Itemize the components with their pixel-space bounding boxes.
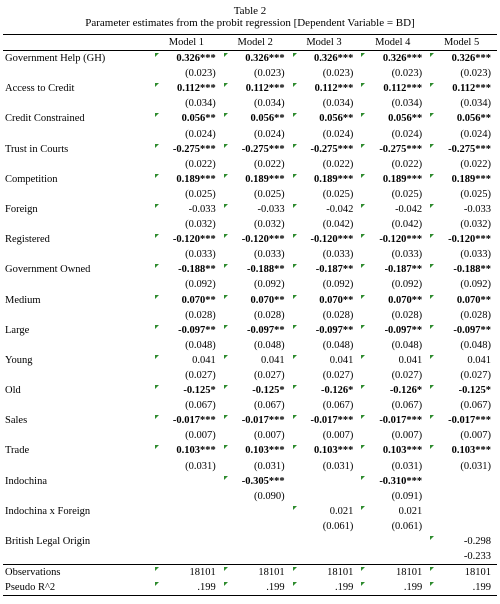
std-error-cell: (0.031) [253,460,285,472]
coefficient-cell: 0.041 [153,353,222,368]
std-error-cell: (0.023) [253,68,285,80]
row-spacer [3,277,153,292]
variable-label: Sales [5,415,28,427]
coefficient-cell: -0.275*** [222,142,291,157]
table-title: Table 2 [233,5,267,17]
coefficient-cell: -0.275*** [291,142,360,157]
row-spacer [3,519,153,534]
table-row-se [3,338,497,353]
table-row [3,111,497,126]
footer-value-cell: .199 [428,580,497,596]
table-row [3,534,497,549]
variable-label: Competition [5,173,58,185]
std-error-cell: (0.042) [322,219,354,231]
footer-value-cell: 18101 [291,565,360,581]
std-error-cell: (0.033) [253,249,285,261]
row-spacer [3,247,153,262]
variable-label: Trade [5,445,30,457]
coefficient-cell: -0.042 [359,202,428,217]
coefficient-cell: -0.017*** [291,413,360,428]
std-error-cell: (0.022) [253,158,285,170]
variable-label: British Legal Origin [5,536,91,548]
coefficient-cell: 0.103*** [153,443,222,458]
std-error-cell: (0.090) [253,490,285,502]
coefficient-cell: -0.017*** [428,413,497,428]
std-error-cell: (0.025) [185,188,216,200]
coefficient-cell: -0.033 [222,202,291,217]
std-error-cell: (0.092) [391,279,423,291]
row-spacer [3,428,153,443]
coefficient-cell: -0.310*** [359,474,428,489]
table-row [3,51,497,67]
variable-label: Access to Credit [5,83,75,95]
std-error-cell: (0.032) [460,219,491,231]
table-row-se [3,217,497,232]
footer-row [3,580,497,596]
coefficient-cell: 0.021 [291,504,360,519]
coefficient-cell: -0.120*** [428,232,497,247]
variable-label: Large [5,324,30,336]
table-row [3,323,497,338]
coefficient-cell [359,534,428,549]
std-error-cell: (0.031) [460,460,491,472]
coefficient-cell [291,534,360,549]
coefficient-cell: -0.042 [291,202,360,217]
std-error-cell: (0.048) [322,339,354,351]
coefficient-cell [291,474,360,489]
coefficient-cell: 0.103*** [291,443,360,458]
table-row [3,142,497,157]
variable-label: Medium [5,294,41,306]
table-row-se [3,519,497,534]
std-error-cell: (0.023) [391,68,423,80]
coefficient-cell: 0.112*** [428,81,497,96]
coefficient-cell: 0.041 [428,353,497,368]
coefficient-cell: -0.187** [291,262,360,277]
coefficient-cell: -0.120*** [153,232,222,247]
coefficient-cell: -0.188** [428,262,497,277]
std-error-cell: (0.023) [460,68,491,80]
coefficient-cell [428,504,497,519]
coefficient-cell: 0.021 [359,504,428,519]
coefficient-cell: 0.189*** [222,172,291,187]
std-error-cell [428,489,497,504]
coefficient-cell: 0.070** [428,293,497,308]
std-error-cell: (0.033) [391,249,423,261]
row-spacer [3,187,153,202]
table-row [3,262,497,277]
column-header: Model 3 [291,35,360,51]
std-error-cell: (0.028) [460,309,491,321]
std-error-cell: (0.067) [322,400,354,412]
std-error-cell: (0.024) [460,128,491,140]
std-error-cell: (0.067) [185,400,216,412]
coefficient-cell: 0.056** [153,111,222,126]
std-error-cell: (0.031) [391,460,423,472]
variable-label: Old [5,385,21,397]
row-spacer [3,489,153,504]
std-error-cell: (0.027) [253,370,285,382]
std-error-cell: (0.034) [322,98,354,110]
std-error-cell: (0.034) [460,98,491,110]
table-row-se [3,187,497,202]
std-error-cell: (0.027) [391,370,423,382]
table-row-se [3,428,497,443]
column-header: Model 5 [428,35,497,51]
row-spacer [3,157,153,172]
std-error-cell: (0.025) [253,188,285,200]
row-spacer [3,549,153,565]
coefficient-cell: 0.070** [222,293,291,308]
coefficient-cell: -0.298 [428,534,497,549]
coefficient-cell: 0.041 [222,353,291,368]
coefficient-cell: -0.097** [222,323,291,338]
coefficient-cell: 0.103*** [222,443,291,458]
std-error-cell: (0.061) [391,520,423,532]
table-row [3,504,497,519]
column-header [3,35,153,51]
std-error-cell [291,489,360,504]
coefficient-cell: 0.056** [291,111,360,126]
footer-row [3,565,497,581]
std-error-cell: (0.027) [460,370,491,382]
std-error-cell [153,519,222,534]
std-error-cell: (0.031) [322,460,354,472]
std-error-cell [428,519,497,534]
table-row [3,383,497,398]
table-row [3,202,497,217]
std-error-cell: (0.048) [460,339,491,351]
std-error-cell [153,489,222,504]
coefficient-cell [222,534,291,549]
row-spacer [3,96,153,111]
variable-label: Young [5,354,33,366]
variable-label: Indochina x Foreign [5,505,91,517]
std-error-cell: (0.067) [460,400,491,412]
std-error-cell: (0.032) [185,219,216,231]
coefficient-cell: -0.275*** [153,142,222,157]
std-error-cell: (0.048) [391,339,423,351]
table-row-se [3,157,497,172]
std-error-cell [291,549,360,565]
row-spacer [3,66,153,81]
coefficient-cell: 0.326*** [428,51,497,67]
footer-label: Pseudo R^2 [3,580,153,596]
std-error-cell: (0.028) [253,309,285,321]
std-error-cell: (0.092) [322,279,354,291]
variable-label: Registered [5,234,50,246]
std-error-cell: (0.028) [185,309,216,321]
coefficient-cell: 0.326*** [359,51,428,67]
std-error-cell: (0.024) [253,128,285,140]
coefficient-cell: -0.125* [428,383,497,398]
coefficient-cell: 0.070** [359,293,428,308]
std-error-cell: (0.025) [460,188,491,200]
coefficient-cell: 0.189*** [153,172,222,187]
coefficient-cell: -0.125* [222,383,291,398]
footer-value-cell: .199 [153,580,222,596]
std-error-cell: (0.023) [322,68,354,80]
std-error-cell: (0.033) [185,249,216,261]
std-error-cell: (0.027) [185,370,216,382]
std-error-cell: (0.028) [322,309,354,321]
coefficient-cell: -0.188** [153,262,222,277]
variable-label: Foreign [5,203,38,215]
std-error-cell: (0.092) [253,279,285,291]
table-row [3,293,497,308]
coefficient-cell [153,474,222,489]
std-error-cell: (0.031) [185,460,216,472]
coefficient-cell: -0.125* [153,383,222,398]
std-error-cell: (0.024) [391,128,423,140]
coefficient-cell [222,504,291,519]
coefficient-cell: 0.112*** [222,81,291,96]
row-spacer [3,398,153,413]
footer-value-cell: 18101 [428,565,497,581]
std-error-cell [222,549,291,565]
std-error-cell: (0.007) [460,430,491,442]
coefficient-cell: 0.326*** [222,51,291,67]
std-error-cell: (0.067) [253,400,285,412]
row-spacer [3,308,153,323]
coefficient-cell: 0.189*** [428,172,497,187]
std-error-cell: (0.022) [391,158,423,170]
coefficient-cell: -0.097** [153,323,222,338]
coefficient-cell: 0.112*** [291,81,360,96]
std-error-cell: (0.007) [322,430,354,442]
std-error-cell: (0.007) [185,430,216,442]
row-spacer [3,368,153,383]
std-error-cell: (0.028) [391,309,423,321]
std-error-cell: (0.067) [391,400,423,412]
std-error-cell: (0.027) [322,370,354,382]
footer-value-cell: 18101 [359,565,428,581]
table-row-se [3,398,497,413]
table-row [3,474,497,489]
std-error-cell: (0.023) [185,68,216,80]
coefficient-cell [153,534,222,549]
table-row-se [3,308,497,323]
table-row [3,172,497,187]
std-error-cell: (0.024) [185,128,216,140]
variable-label: Trust in Courts [5,143,69,155]
std-error-cell: (0.022) [460,158,491,170]
column-header: Model 1 [153,35,222,51]
table-row-se [3,247,497,262]
table-row-se [3,126,497,141]
table-row-se [3,66,497,81]
coefficient-cell: 0.112*** [359,81,428,96]
coefficient-cell: 0.041 [359,353,428,368]
table-row-se [3,549,497,565]
coefficient-cell [428,474,497,489]
std-error-cell: (0.061) [322,520,354,532]
table-row [3,353,497,368]
std-error-cell: (0.032) [253,219,285,231]
table-subtitle: Parameter estimates from the probit regression [Dependent Variable = BD] [85,17,415,29]
coefficient-cell: -0.187** [359,262,428,277]
variable-label: Indochina [5,475,47,487]
std-error-cell: (0.007) [391,430,423,442]
coefficient-cell: 0.070** [291,293,360,308]
std-error-cell: (0.048) [253,339,285,351]
footer-value-cell: .199 [222,580,291,596]
coefficient-cell: 0.103*** [428,443,497,458]
table-row [3,413,497,428]
coefficient-cell: 0.056** [359,111,428,126]
coefficient-cell: 0.112*** [153,81,222,96]
column-header: Model 4 [359,35,428,51]
coefficient-cell: 0.070** [153,293,222,308]
coefficient-cell: -0.017*** [222,413,291,428]
coefficient-cell: -0.188** [222,262,291,277]
variable-label: Credit Constrained [5,113,85,125]
std-error-cell: (0.025) [391,188,423,200]
coefficient-cell: -0.017*** [153,413,222,428]
coefficient-cell: 0.326*** [153,51,222,67]
row-spacer [3,459,153,474]
header-row [3,35,497,51]
footer-value-cell: 18101 [153,565,222,581]
footer-value-cell: .199 [291,580,360,596]
coefficient-cell: 0.056** [222,111,291,126]
variable-label: Government Owned [5,264,91,276]
coefficient-cell: -0.126* [359,383,428,398]
coefficient-cell: 0.056** [428,111,497,126]
std-error-cell [359,549,428,565]
coefficient-cell: -0.097** [428,323,497,338]
table-row-se [3,277,497,292]
row-spacer [3,338,153,353]
table-row-se [3,459,497,474]
std-error-cell: (0.025) [322,188,354,200]
coefficient-cell: -0.017*** [359,413,428,428]
coefficient-cell: 0.189*** [359,172,428,187]
row-spacer [3,217,153,232]
footer-value-cell: 18101 [222,565,291,581]
coefficient-cell: -0.275*** [359,142,428,157]
std-error-cell [222,519,291,534]
variable-label: Government Help (GH) [5,53,106,65]
std-error-cell: (0.092) [185,279,216,291]
std-error-cell: (0.091) [391,490,423,502]
coefficient-cell: -0.120*** [222,232,291,247]
table-row-se [3,368,497,383]
std-error-cell: (0.024) [322,128,354,140]
table-row-se [3,96,497,111]
std-error-cell: (0.033) [322,249,354,261]
table-body [3,51,497,596]
coefficient-cell: 0.041 [291,353,360,368]
std-error-cell: (0.033) [460,249,491,261]
std-error-cell: (0.022) [185,158,216,170]
coefficient-cell [153,504,222,519]
coefficient-cell: -0.126* [291,383,360,398]
table-row [3,443,497,458]
std-error-cell: -0.233 [463,551,491,563]
coefficient-cell: 0.189*** [291,172,360,187]
column-header: Model 2 [222,35,291,51]
table-row-se [3,489,497,504]
std-error-cell: (0.034) [391,98,423,110]
table-row [3,81,497,96]
table-row [3,232,497,247]
footer-label: Observations [3,565,153,581]
std-error-cell: (0.007) [253,430,285,442]
std-error-cell: (0.048) [185,339,216,351]
coefficient-cell: -0.097** [291,323,360,338]
std-error-cell: (0.022) [322,158,354,170]
coefficient-cell: -0.120*** [359,232,428,247]
coefficient-cell: 0.103*** [359,443,428,458]
coefficient-cell: 0.326*** [291,51,360,67]
footer-value-cell: .199 [359,580,428,596]
coefficient-cell: -0.275*** [428,142,497,157]
coefficient-cell: -0.120*** [291,232,360,247]
std-error-cell: (0.042) [391,219,423,231]
std-error-cell: (0.092) [460,279,491,291]
row-spacer [3,126,153,141]
coefficient-cell: -0.305*** [222,474,291,489]
coefficient-cell: -0.033 [428,202,497,217]
std-error-cell: (0.034) [253,98,285,110]
coefficient-cell: -0.097** [359,323,428,338]
coefficient-cell: -0.033 [153,202,222,217]
std-error-cell [153,549,222,565]
regression-table [3,34,497,596]
std-error-cell: (0.034) [185,98,216,110]
